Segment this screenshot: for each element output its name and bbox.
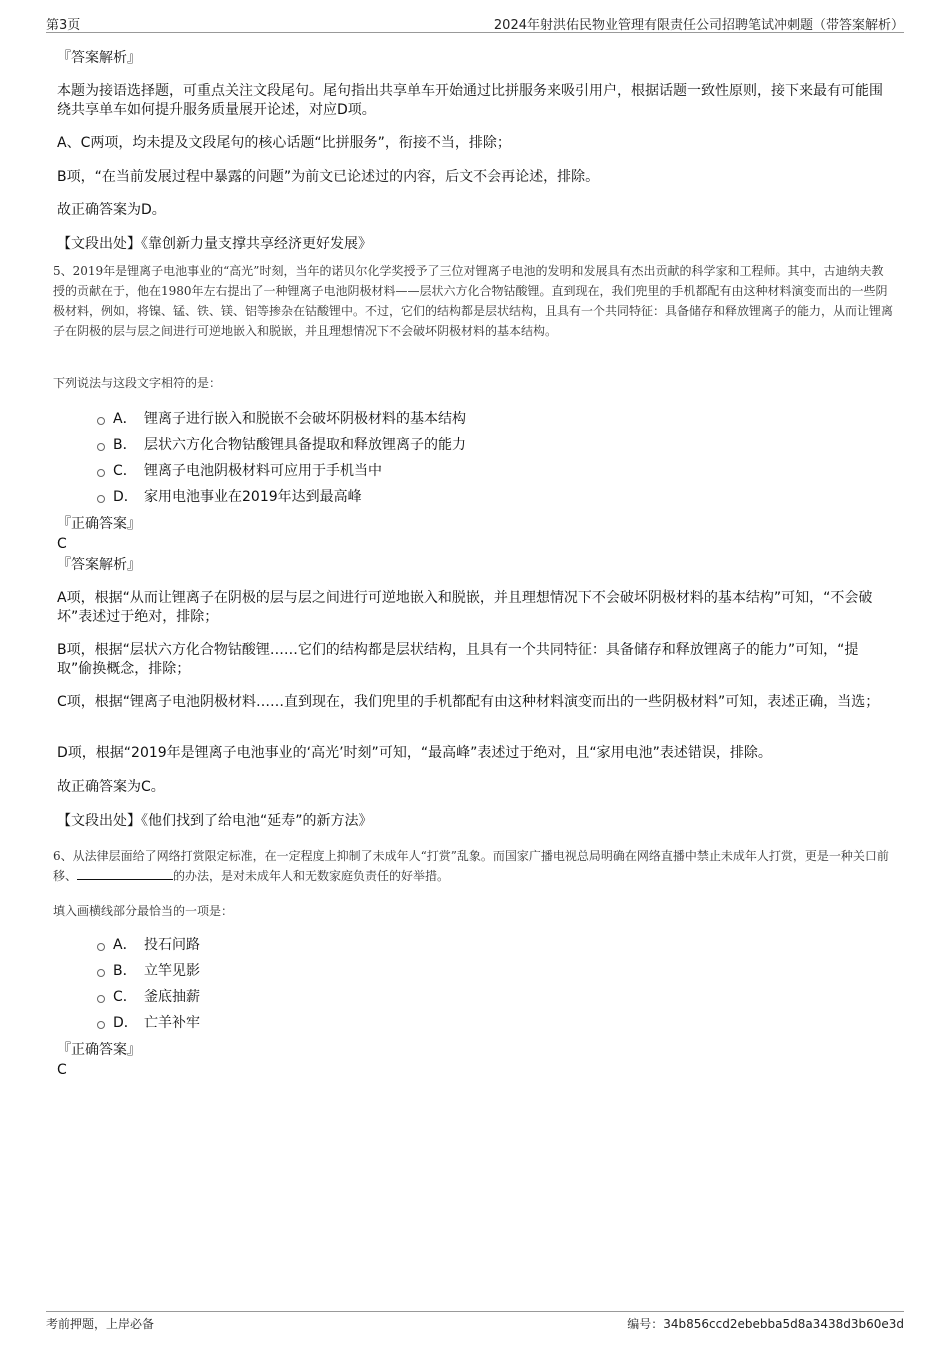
document-title: 2024年射洪佑民物业管理有限责任公司招聘笔试冲刺题（带答案解析） xyxy=(493,18,904,33)
q5-analysis-label: 『答案解析』 xyxy=(57,557,141,573)
q6-answer-label: 『正确答案』 xyxy=(57,1042,141,1058)
radio-icon[interactable] xyxy=(97,969,105,977)
q6-answer: C xyxy=(57,1062,67,1078)
radio-icon[interactable] xyxy=(97,995,105,1003)
option-letter: C． xyxy=(113,463,137,479)
q5-option-c[interactable] xyxy=(97,462,382,480)
q5-source: 【文段出处】《他们找到了给电池“延寿”的新方法》 xyxy=(57,813,373,829)
page-footer xyxy=(46,1311,904,1335)
q6-question-before: 6、从法律层面给了网络打赏限定标准，在一定程度上抑制了未成年人“打赏”乱象。而国家广播电视总局明确在网络直播中禁止未成年人打赏，更是一种关口前移、 xyxy=(53,849,889,883)
q6-prompt: 填入画横线部分最恰当的一项是： xyxy=(53,904,234,918)
option-letter: B． xyxy=(113,963,137,979)
page-number: 第3页 xyxy=(46,18,81,33)
q6-question-after: 的办法，是对未成年人和无数家庭负责任的好举措。 xyxy=(173,869,450,883)
option-text: 立竿见影 xyxy=(144,963,200,979)
radio-icon[interactable] xyxy=(97,417,105,425)
document-code: 编号：34b856ccd2ebebba5d8a3438d3b60e3d xyxy=(627,1317,904,1331)
option-text: 层状六方化合物钴酸锂具备提取和释放锂离子的能力 xyxy=(144,437,466,453)
q6-question xyxy=(53,846,893,886)
radio-icon[interactable] xyxy=(97,1021,105,1029)
q4-analysis-1: 本题为接语选择题，可重点关注文段尾句。尾句指出共享单车开始通过比拼服务来吸引用户，根据话题一致性原则，接下来最有可能围绕共享单车如何提升服务质量展开论述，对应D项。 xyxy=(57,83,883,118)
radio-icon[interactable] xyxy=(97,443,105,451)
q5-analysis-2: B项，根据“层状六方化合物钴酸锂……它们的结构都是层状结构，且具有一个共同特征：具备储存和释放锂离子的能力”可知，“提取”偷换概念，排除； xyxy=(57,642,859,677)
radio-icon[interactable] xyxy=(97,469,105,477)
option-text: 投石问路 xyxy=(144,937,200,953)
q6-option-d[interactable] xyxy=(97,1014,200,1032)
q5-analysis-3: C项，根据“锂离子电池阴极材料……直到现在，我们兜里的手机都配有由这种材料演变而出的一些阴极材料”可知，表述正确，当选； xyxy=(57,694,880,710)
option-letter: B． xyxy=(113,437,137,453)
q4-analysis-label: 『答案解析』 xyxy=(57,50,141,66)
option-letter: A． xyxy=(113,937,137,953)
option-letter: D． xyxy=(113,1015,138,1031)
option-text: 锂离子电池阴极材料可应用于手机当中 xyxy=(144,463,382,479)
q5-question: 5、2019年是锂离子电池事业的“高光”时刻，当年的诺贝尔化学奖授予了三位对锂离子电池的发明和发展具有杰出贡献的科学家和工程师。其中，古迪纳夫教授的贡献在于，他在1980年左右提出了一种锂离子电池阴极材料——层状六方化合物钴酸锂。直到现在，我们兜里的手机都配有由这种材料演变而出的一些阴极材料，例如，将镍、锰、铁、镁、铝等掺杂在钴酸锂中。不过，它们的结构都是层状结构，且具有一个共同特征：具备储存和释放锂离子的能力，从而让锂离子在阴极的层与层之间进行可逆地嵌入和脱嵌，并且理想情况下不会破坏阴极材料的基本结构。 xyxy=(53,264,894,338)
option-letter: C． xyxy=(113,989,137,1005)
option-text: 家用电池事业在2019年达到最高峰 xyxy=(144,489,362,505)
q6-option-a[interactable] xyxy=(97,936,200,954)
q5-answer: C xyxy=(57,536,67,552)
option-text: 亡羊补牢 xyxy=(144,1015,200,1031)
q4-analysis-4: 故正确答案为D。 xyxy=(57,202,166,218)
option-text: 锂离子进行嵌入和脱嵌不会破坏阴极材料的基本结构 xyxy=(144,411,466,427)
q5-option-a[interactable] xyxy=(97,410,466,428)
q5-option-b[interactable] xyxy=(97,436,466,454)
footer-slogan: 考前押题，上岸必备 xyxy=(46,1317,155,1331)
fill-blank xyxy=(77,867,173,880)
option-letter: A． xyxy=(113,411,137,427)
page-header xyxy=(46,14,904,33)
q5-analysis-4: D项，根据“2019年是锂离子电池事业的‘高光’时刻”可知，“最高峰”表述过于绝对，且“家用电池”表述错误，排除。 xyxy=(57,745,772,761)
q6-option-b[interactable] xyxy=(97,962,200,980)
q5-answer-label: 『正确答案』 xyxy=(57,516,141,532)
q5-analysis-5: 故正确答案为C。 xyxy=(57,779,165,795)
q6-option-c[interactable] xyxy=(97,988,200,1006)
q5-prompt: 下列说法与这段文字相符的是： xyxy=(53,376,222,390)
q4-source: 【文段出处】《靠创新力量支撑共享经济更好发展》 xyxy=(57,236,372,252)
q5-analysis-1: A项，根据“从而让锂离子在阴极的层与层之间进行可逆地嵌入和脱嵌，并且理想情况下不会破坏阴极材料的基本结构”可知，“不会破坏”表述过于绝对，排除； xyxy=(57,590,873,625)
radio-icon[interactable] xyxy=(97,943,105,951)
radio-icon[interactable] xyxy=(97,495,105,503)
option-text: 釜底抽薪 xyxy=(144,989,200,1005)
q4-analysis-3: B项，“在当前发展过程中暴露的问题”为前文已论述过的内容，后文不会再论述，排除。 xyxy=(57,169,600,185)
q4-analysis-2: A、C两项，均未提及文段尾句的核心话题“比拼服务”，衔接不当，排除； xyxy=(57,135,511,151)
option-letter: D． xyxy=(113,489,138,505)
q5-option-d[interactable] xyxy=(97,488,362,506)
